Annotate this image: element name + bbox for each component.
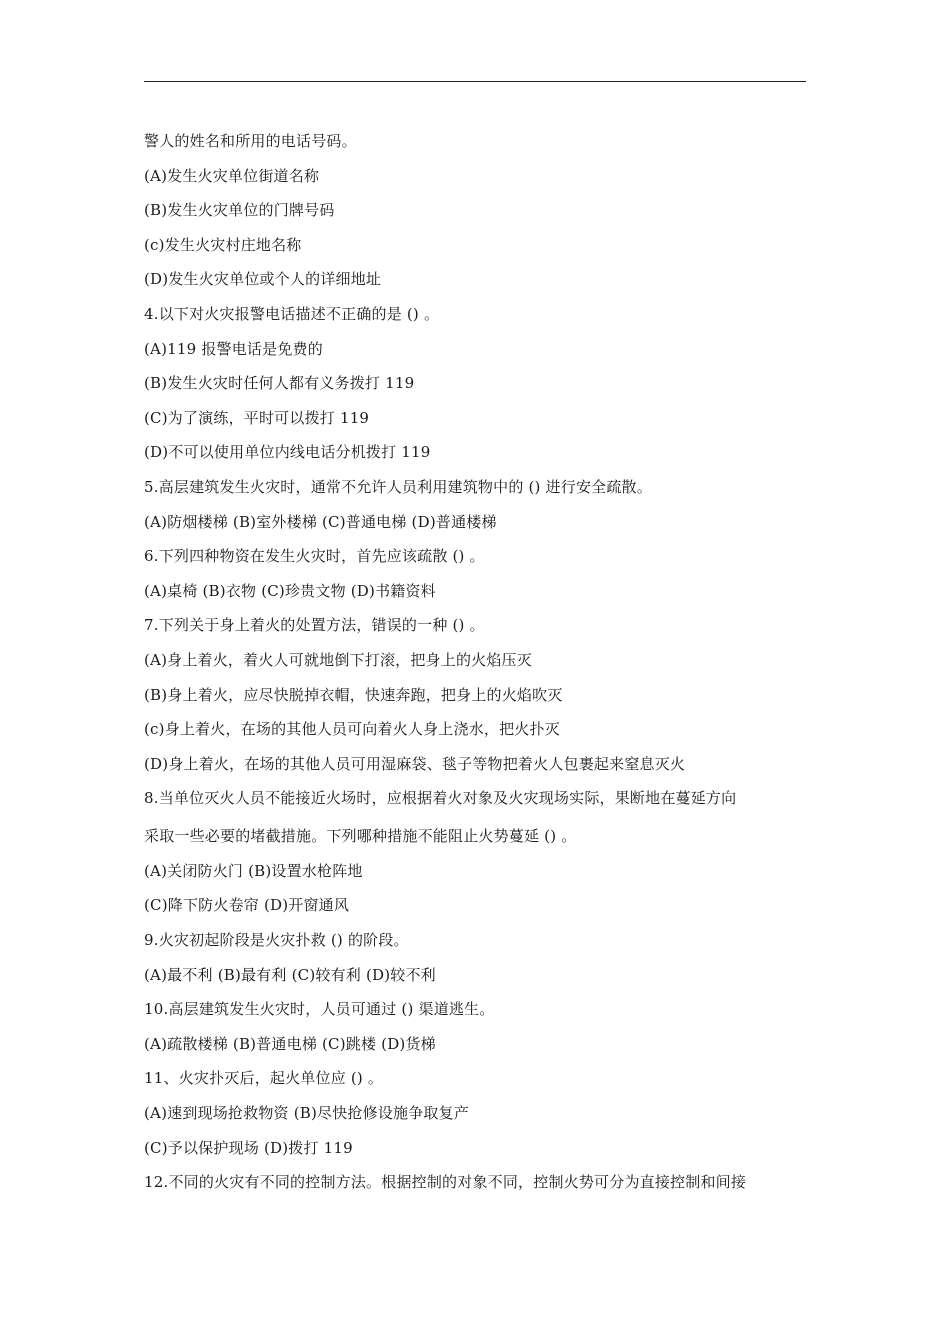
- option-line: (D)身上着火，在场的其他人员可用湿麻袋、毯子等物把着火人包裹起来窒息灭火: [144, 754, 686, 773]
- option-line: (c)身上着火，在场的其他人员可向着火人身上浇水，把火扑灭: [144, 720, 560, 739]
- question-10: 10.高层建筑发生火灾时，人员可通过 () 渠道逃生。: [144, 1000, 495, 1019]
- option-line: (A)119 报警电话是免费的: [144, 339, 323, 358]
- question-7: 7.下列关于身上着火的处置方法，错误的一种 () 。: [144, 616, 485, 635]
- option-line: (A)发生火灾单位街道名称: [144, 166, 320, 185]
- option-line: (A)身上着火，着火人可就地倒下打滚，把身上的火焰压灭: [144, 650, 532, 669]
- option-line: (A)速到现场抢救物资 (B)尽快抢修设施争取复产: [144, 1104, 470, 1123]
- option-line: (B)发生火灾时任何人都有义务拨打 119: [144, 374, 415, 393]
- option-line: (A)防烟楼梯 (B)室外楼梯 (C)普通电梯 (D)普通楼梯: [144, 512, 497, 531]
- option-line: (A)疏散楼梯 (B)普通电梯 (C)跳楼 (D)货梯: [144, 1034, 436, 1053]
- option-line: (C)降下防火卷帘 (D)开窗通风: [144, 896, 350, 915]
- question-8: 8.当单位灭火人员不能接近火场时，应根据着火对象及火灾现场实际，果断地在蔓延方向: [144, 789, 737, 808]
- question-12: 12.不同的火灾有不同的控制方法。根据控制的对象不同，控制火势可分为直接控制和间接: [144, 1173, 747, 1192]
- option-line: (A)关闭防火门 (B)设置水枪阵地: [144, 861, 363, 880]
- document-body: [144, 124, 808, 1200]
- option-line: (B)发生火灾单位的门牌号码: [144, 201, 335, 220]
- question-9: 9.火灾初起阶段是火灾扑救 () 的阶段。: [144, 931, 409, 950]
- question-4: 4.以下对火灾报警电话描述不正确的是 () 。: [144, 304, 440, 323]
- option-line: (D)发生火灾单位或个人的详细地址: [144, 270, 382, 289]
- option-line: (C)予以保护现场 (D)拨打 119: [144, 1138, 353, 1157]
- option-line: (A)最不利 (B)最有利 (C)较有利 (D)较不利: [144, 965, 436, 984]
- text-line: 警人的姓名和所用的电话号码。: [144, 132, 357, 150]
- option-line: (c)发生火灾村庄地名称: [144, 235, 302, 254]
- option-line: (A)桌椅 (B)衣物 (C)珍贵文物 (D)书籍资料: [144, 581, 436, 600]
- question-11: 11、火灾扑灭后，起火单位应 () 。: [144, 1069, 384, 1088]
- question-8-continued: 采取一些必要的堵截措施。下列哪种措施不能阻止火势蔓延 () 。: [144, 827, 577, 846]
- option-line: (B)身上着火，应尽快脱掉衣帽，快速奔跑，把身上的火焰吹灭: [144, 685, 563, 704]
- option-line: (D)不可以使用单位内线电话分机拨打 119: [144, 443, 431, 462]
- question-5: 5.高层建筑发生火灾时，通常不允许人员利用建筑物中的 () 进行安全疏散。: [144, 477, 652, 496]
- option-line: (C)为了演练，平时可以拨打 119: [144, 408, 370, 427]
- header-rule: [144, 81, 806, 82]
- question-6: 6.下列四种物资在发生火灾时，首先应该疏散 () 。: [144, 547, 485, 566]
